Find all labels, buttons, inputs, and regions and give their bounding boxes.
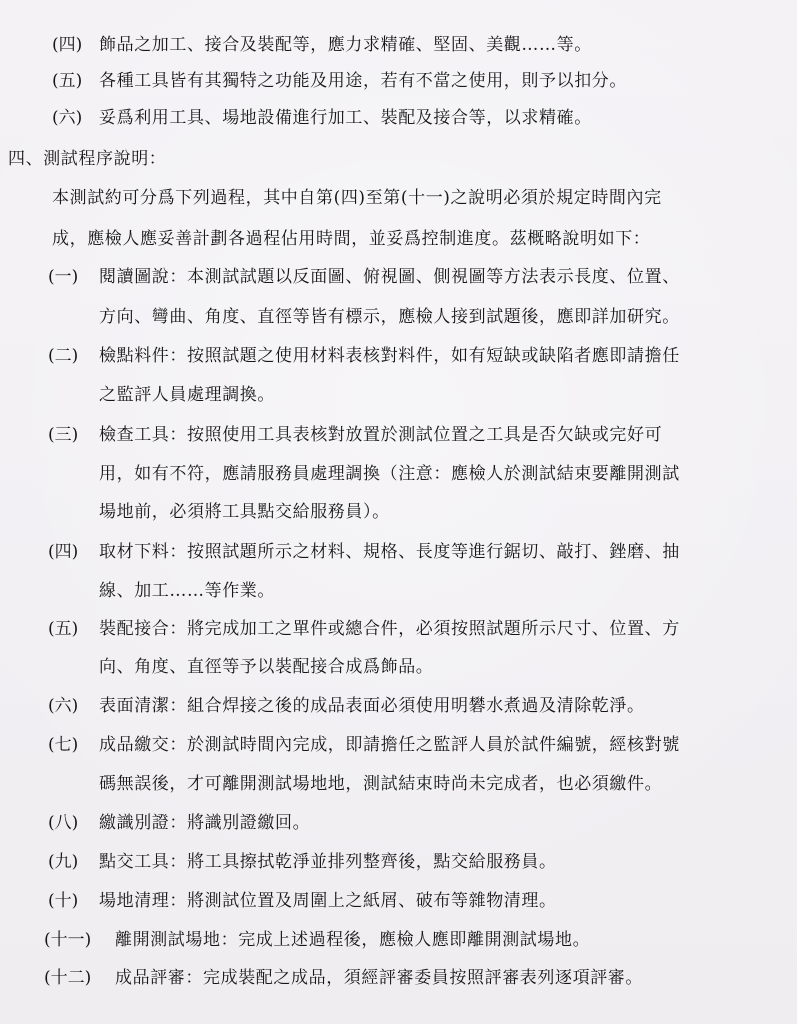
top-item-text: 飾品之加工、接合及裝配等，應力求精確、堅固、美觀……等。	[99, 35, 592, 55]
step-line: 裝配接合：將完成加工之單件或總合件，必須按照試題所示尺寸、位置、方	[99, 619, 680, 639]
step-num: (二)	[48, 346, 79, 366]
step-line: 向、角度、直徑等予以裝配接合成爲飾品。	[99, 657, 434, 677]
step-num: (一)	[48, 267, 79, 287]
step-num: (八)	[48, 813, 79, 833]
step-num: (十)	[48, 891, 79, 911]
step-num: (九)	[48, 852, 79, 872]
step-line: 碼無誤後，才可離開測試場地地，測試結束時尚未完成者，也必須繳件。	[99, 774, 663, 794]
step-line: 點交工具：將工具擦拭乾淨並排列整齊後，點交給服務員。	[99, 852, 557, 872]
step-line: 閱讀圖說：本測試試題以反面圖、俯視圖、側視圖等方法表示長度、位置、	[99, 267, 680, 287]
top-item-num: (四)	[52, 35, 83, 55]
intro-line: 本測試約可分爲下列過程，其中自第(四)至第(十一)之說明必須於規定時間內完	[52, 188, 662, 208]
intro-line: 成，應檢人應妥善計劃各過程佔用時間，並妥爲控制進度。茲概略說明如下：	[52, 229, 651, 249]
section-title: 四、測試程序說明：	[8, 149, 167, 169]
step-line: 線、加工……等作業。	[99, 581, 275, 601]
step-line: 離開測試場地：完成上述過程後，應檢人應即離開測試場地。	[115, 930, 591, 950]
step-line: 取材下料：按照試題所示之材料、規格、長度等進行鋸切、敲打、銼磨、抽	[99, 542, 680, 562]
step-line: 方向、彎曲、角度、直徑等皆有標示，應檢人接到試題後，應即詳加研究。	[99, 307, 680, 327]
step-num: (六)	[48, 696, 79, 716]
step-line: 繳識別證：將識別證繳回。	[99, 813, 311, 833]
step-line: 用，如有不符，應請服務員處理調換（注意：應檢人於測試結束要離開測試	[99, 464, 680, 484]
step-line: 場地清理：將測試位置及周圍上之紙屑、破布等雜物清理。	[99, 891, 557, 911]
top-item-text: 妥爲利用工具、場地設備進行加工、裝配及接合等，以求精確。	[99, 108, 592, 128]
step-num: (七)	[48, 735, 79, 755]
step-line: 檢點料件：按照試題之使用材料表核對料件，如有短缺或缺陷者應即請擔任	[99, 346, 680, 366]
step-num: (五)	[48, 619, 79, 639]
step-line: 之監評人員處理調換。	[99, 385, 275, 405]
step-num: (十一)	[44, 930, 92, 950]
top-item-num: (六)	[52, 108, 83, 128]
step-num: (三)	[48, 425, 79, 445]
step-line: 檢查工具：按照使用工具表核對放置於測試位置之工具是否欠缺或完好可	[99, 425, 663, 445]
top-item-num: (五)	[52, 71, 83, 91]
step-line: 表面清潔：組合焊接之後的成品表面必須使用明礬水煮過及清除乾淨。	[99, 696, 645, 716]
step-num: (四)	[48, 542, 79, 562]
step-line: 成品評審：完成裝配之成品，須經評審委員按照評審表列逐項評審。	[115, 968, 643, 988]
top-item-text: 各種工具皆有其獨特之功能及用途，若有不當之使用，則予以扣分。	[99, 71, 627, 91]
step-line: 成品繳交：於測試時間內完成，即請擔任之監評人員於試件編號，經核對號	[99, 735, 680, 755]
step-line: 場地前，必須將工具點交給服務員）。	[99, 502, 390, 522]
step-num: (十二)	[44, 968, 92, 988]
